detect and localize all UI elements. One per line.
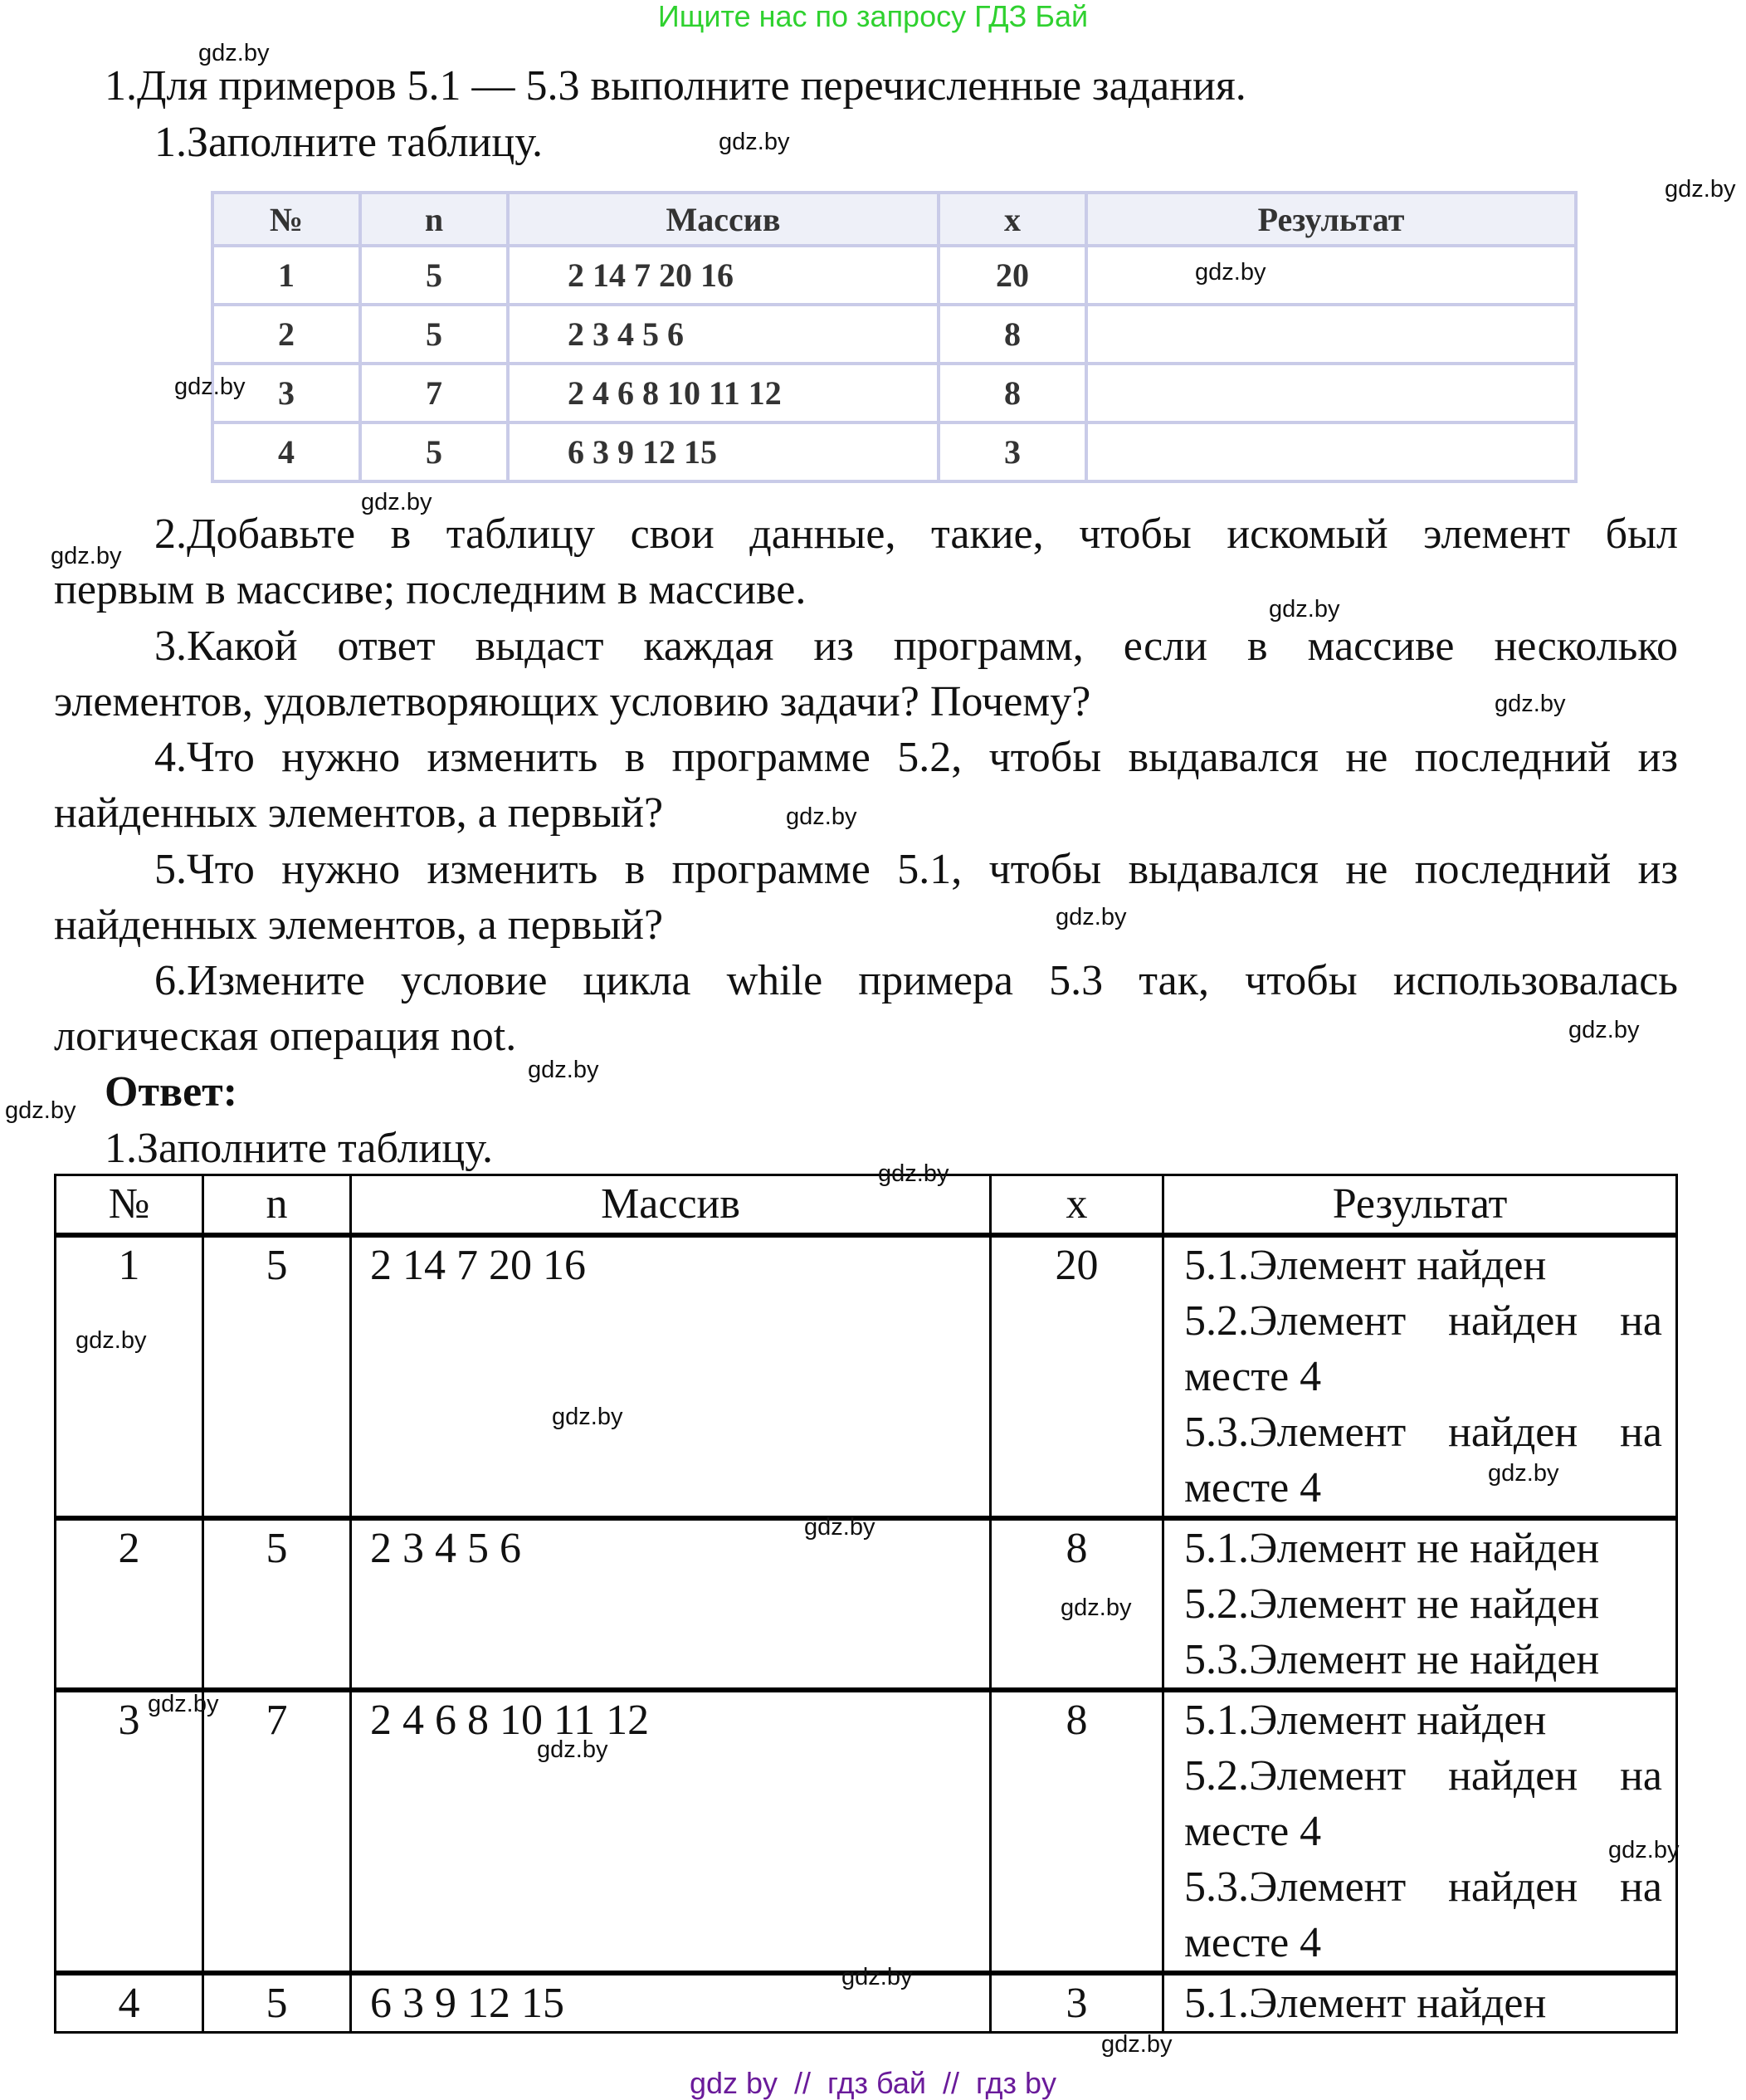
paragraph-line: найденных элементов, а первый?	[54, 789, 664, 837]
cell-n: 7	[203, 1690, 351, 1973]
result-entry: 5.1.Элемент найден	[1184, 1697, 1547, 1744]
header-num: №	[212, 193, 360, 246]
cell-n: 5	[360, 422, 508, 481]
result-entry: 5.3.Элемент найден на месте 4	[1184, 1409, 1662, 1512]
watermark: gdz.by	[1061, 1595, 1132, 1621]
watermark: gdz.by	[1495, 691, 1566, 717]
table-header-row	[212, 193, 1576, 246]
task-paragraph-4	[54, 730, 1678, 841]
watermark: gdz.by	[1568, 1017, 1640, 1043]
cell-x: 3	[939, 422, 1086, 481]
cell-num: 1	[212, 246, 360, 305]
header-x: x	[991, 1175, 1163, 1236]
watermark: gdz.by	[719, 129, 790, 155]
task-subtitle: 1.Заполните таблицу.	[154, 119, 543, 166]
cell-array: 6 3 9 12 15	[351, 1973, 991, 2033]
task-paragraph-2	[54, 506, 1678, 618]
cell-x: 8	[939, 364, 1086, 422]
watermark: gdz.by	[552, 1404, 623, 1430]
cell-array: 6 3 9 12 15	[508, 422, 939, 481]
cell-x: 20	[991, 1235, 1163, 1518]
result-entry: 5.1.Элемент найден	[1184, 1980, 1547, 2027]
paragraph-line: 4.Что нужно изменить в программе 5.2, чтобы выдавался не последний из	[154, 734, 1678, 781]
header-num: №	[56, 1175, 203, 1236]
header-result: Результат	[1086, 193, 1576, 246]
cell-array: 2 3 4 5 6	[351, 1518, 991, 1690]
watermark: gdz.by	[76, 1327, 147, 1354]
cell-result	[1163, 1518, 1677, 1690]
paragraph-line: логическая операция not.	[54, 1013, 517, 1060]
task-paragraph-5	[54, 842, 1678, 953]
cell-result	[1163, 1973, 1677, 2033]
task-paragraph-6	[54, 953, 1678, 1064]
table-row	[212, 364, 1576, 422]
watermark: gdz.by	[1608, 1837, 1680, 1863]
cell-result	[1086, 422, 1576, 481]
watermark: gdz.by	[1665, 176, 1736, 203]
header-array: Массив	[508, 193, 939, 246]
watermark: gdz.by	[198, 40, 270, 66]
cell-array: 2 4 6 8 10 11 12	[351, 1690, 991, 1973]
watermark: gdz.by	[51, 543, 122, 569]
answer-heading: Ответ:	[105, 1068, 238, 1116]
cell-x: 3	[991, 1973, 1163, 2033]
watermark: gdz.by	[1056, 904, 1127, 930]
table-row	[212, 305, 1576, 364]
paragraph-line: 2.Добавьте в таблицу свои данные, такие, чтобы искомый элемент был	[154, 510, 1678, 558]
search-banner: Ищите нас по запросу ГДЗ Бай	[657, 0, 1089, 33]
answer-table	[54, 1174, 1678, 2034]
cell-x: 20	[939, 246, 1086, 305]
cell-result	[1163, 1235, 1677, 1518]
cell-num: 2	[212, 305, 360, 364]
result-entry: 5.2.Элемент найден на месте 4	[1184, 1297, 1662, 1400]
header-array: Массив	[351, 1175, 991, 1236]
result-entry: 5.3.Элемент не найден	[1184, 1636, 1600, 1683]
cell-result	[1163, 1690, 1680, 1973]
cell-num: 2	[56, 1518, 203, 1690]
header-n: n	[360, 193, 508, 246]
cell-result	[1086, 246, 1576, 305]
cell-n: 5	[360, 305, 508, 364]
watermark: gdz.by	[174, 374, 246, 400]
header-x: x	[939, 193, 1086, 246]
watermark: gdz.by	[1488, 1460, 1559, 1487]
result-entry: 5.1.Элемент не найден	[1184, 1525, 1600, 1572]
cell-x: 8	[939, 305, 1086, 364]
watermark: gdz.by	[841, 1964, 913, 1990]
table-row	[56, 1690, 1677, 1973]
header-n: n	[203, 1175, 351, 1236]
cell-num: 4	[56, 1973, 203, 2033]
watermark: gdz.by	[1101, 2031, 1173, 2058]
answer-subtitle: 1.Заполните таблицу.	[105, 1125, 493, 1172]
watermark: gdz.by	[1269, 596, 1340, 623]
table-row	[56, 1235, 1677, 1518]
watermark: gdz.by	[1195, 259, 1266, 286]
cell-n: 7	[360, 364, 508, 422]
cell-x: 8	[991, 1690, 1163, 1973]
cell-array: 2 4 6 8 10 11 12	[508, 364, 939, 422]
cell-array: 2 3 4 5 6	[508, 305, 939, 364]
table-header-row	[56, 1175, 1677, 1236]
task-paragraph-3	[54, 618, 1678, 730]
watermark: gdz.by	[786, 803, 857, 830]
cell-num: 1	[56, 1235, 203, 1518]
table-row	[212, 422, 1576, 481]
paragraph-line: 3.Какой ответ выдаст каждая из программ, если в массиве несколько	[154, 623, 1678, 670]
result-entry: 5.1.Элемент найден	[1184, 1242, 1547, 1289]
watermark: gdz.by	[361, 489, 432, 515]
cell-result	[1086, 364, 1576, 422]
cell-n: 5	[203, 1973, 351, 2033]
paragraph-line: найденных элементов, а первый?	[54, 901, 664, 949]
watermark: gdz.by	[804, 1514, 875, 1541]
task-title: 1.Для примеров 5.1 — 5.3 выполните перечисленные задания.	[105, 62, 1246, 110]
table-row	[212, 246, 1576, 305]
cell-num: 4	[212, 422, 360, 481]
cell-n: 5	[203, 1518, 351, 1690]
cell-n: 5	[203, 1235, 351, 1518]
cell-x: 8	[991, 1518, 1163, 1690]
watermark: gdz.by	[878, 1160, 949, 1187]
cell-num: 3	[56, 1690, 203, 1973]
cell-array: 2 14 7 20 16	[351, 1235, 991, 1518]
paragraph-line: первым в массиве; последним в массиве.	[54, 566, 807, 613]
paragraph-line: 6.Измените условие цикла while примера 5.3 так, чтобы использовалась	[154, 957, 1678, 1004]
table-row	[56, 1518, 1677, 1690]
result-entry: 5.2.Элемент найден на месте 4	[1184, 1752, 1662, 1855]
watermark: gdz.by	[537, 1736, 608, 1763]
header-result: Результат	[1163, 1175, 1677, 1236]
cell-n: 5	[360, 246, 508, 305]
result-entry: 5.2.Элемент не найден	[1184, 1580, 1600, 1628]
task-table	[211, 191, 1578, 483]
cell-array: 2 14 7 20 16	[508, 246, 939, 305]
watermark: gdz.by	[528, 1057, 599, 1083]
cell-num: 3	[212, 364, 360, 422]
result-entry: 5.3.Элемент найден на месте 4	[1184, 1863, 1662, 1966]
cell-result	[1086, 305, 1576, 364]
watermark: gdz.by	[5, 1097, 76, 1124]
paragraph-line: элементов, удовлетворяющих условию задачи? Почему?	[54, 678, 1091, 725]
footer-links: gdz by // гдз бай // гдз by	[689, 2066, 1057, 2100]
watermark: gdz.by	[148, 1691, 219, 1717]
paragraph-line: 5.Что нужно изменить в программе 5.1, чтобы выдавался не последний из	[154, 846, 1678, 893]
